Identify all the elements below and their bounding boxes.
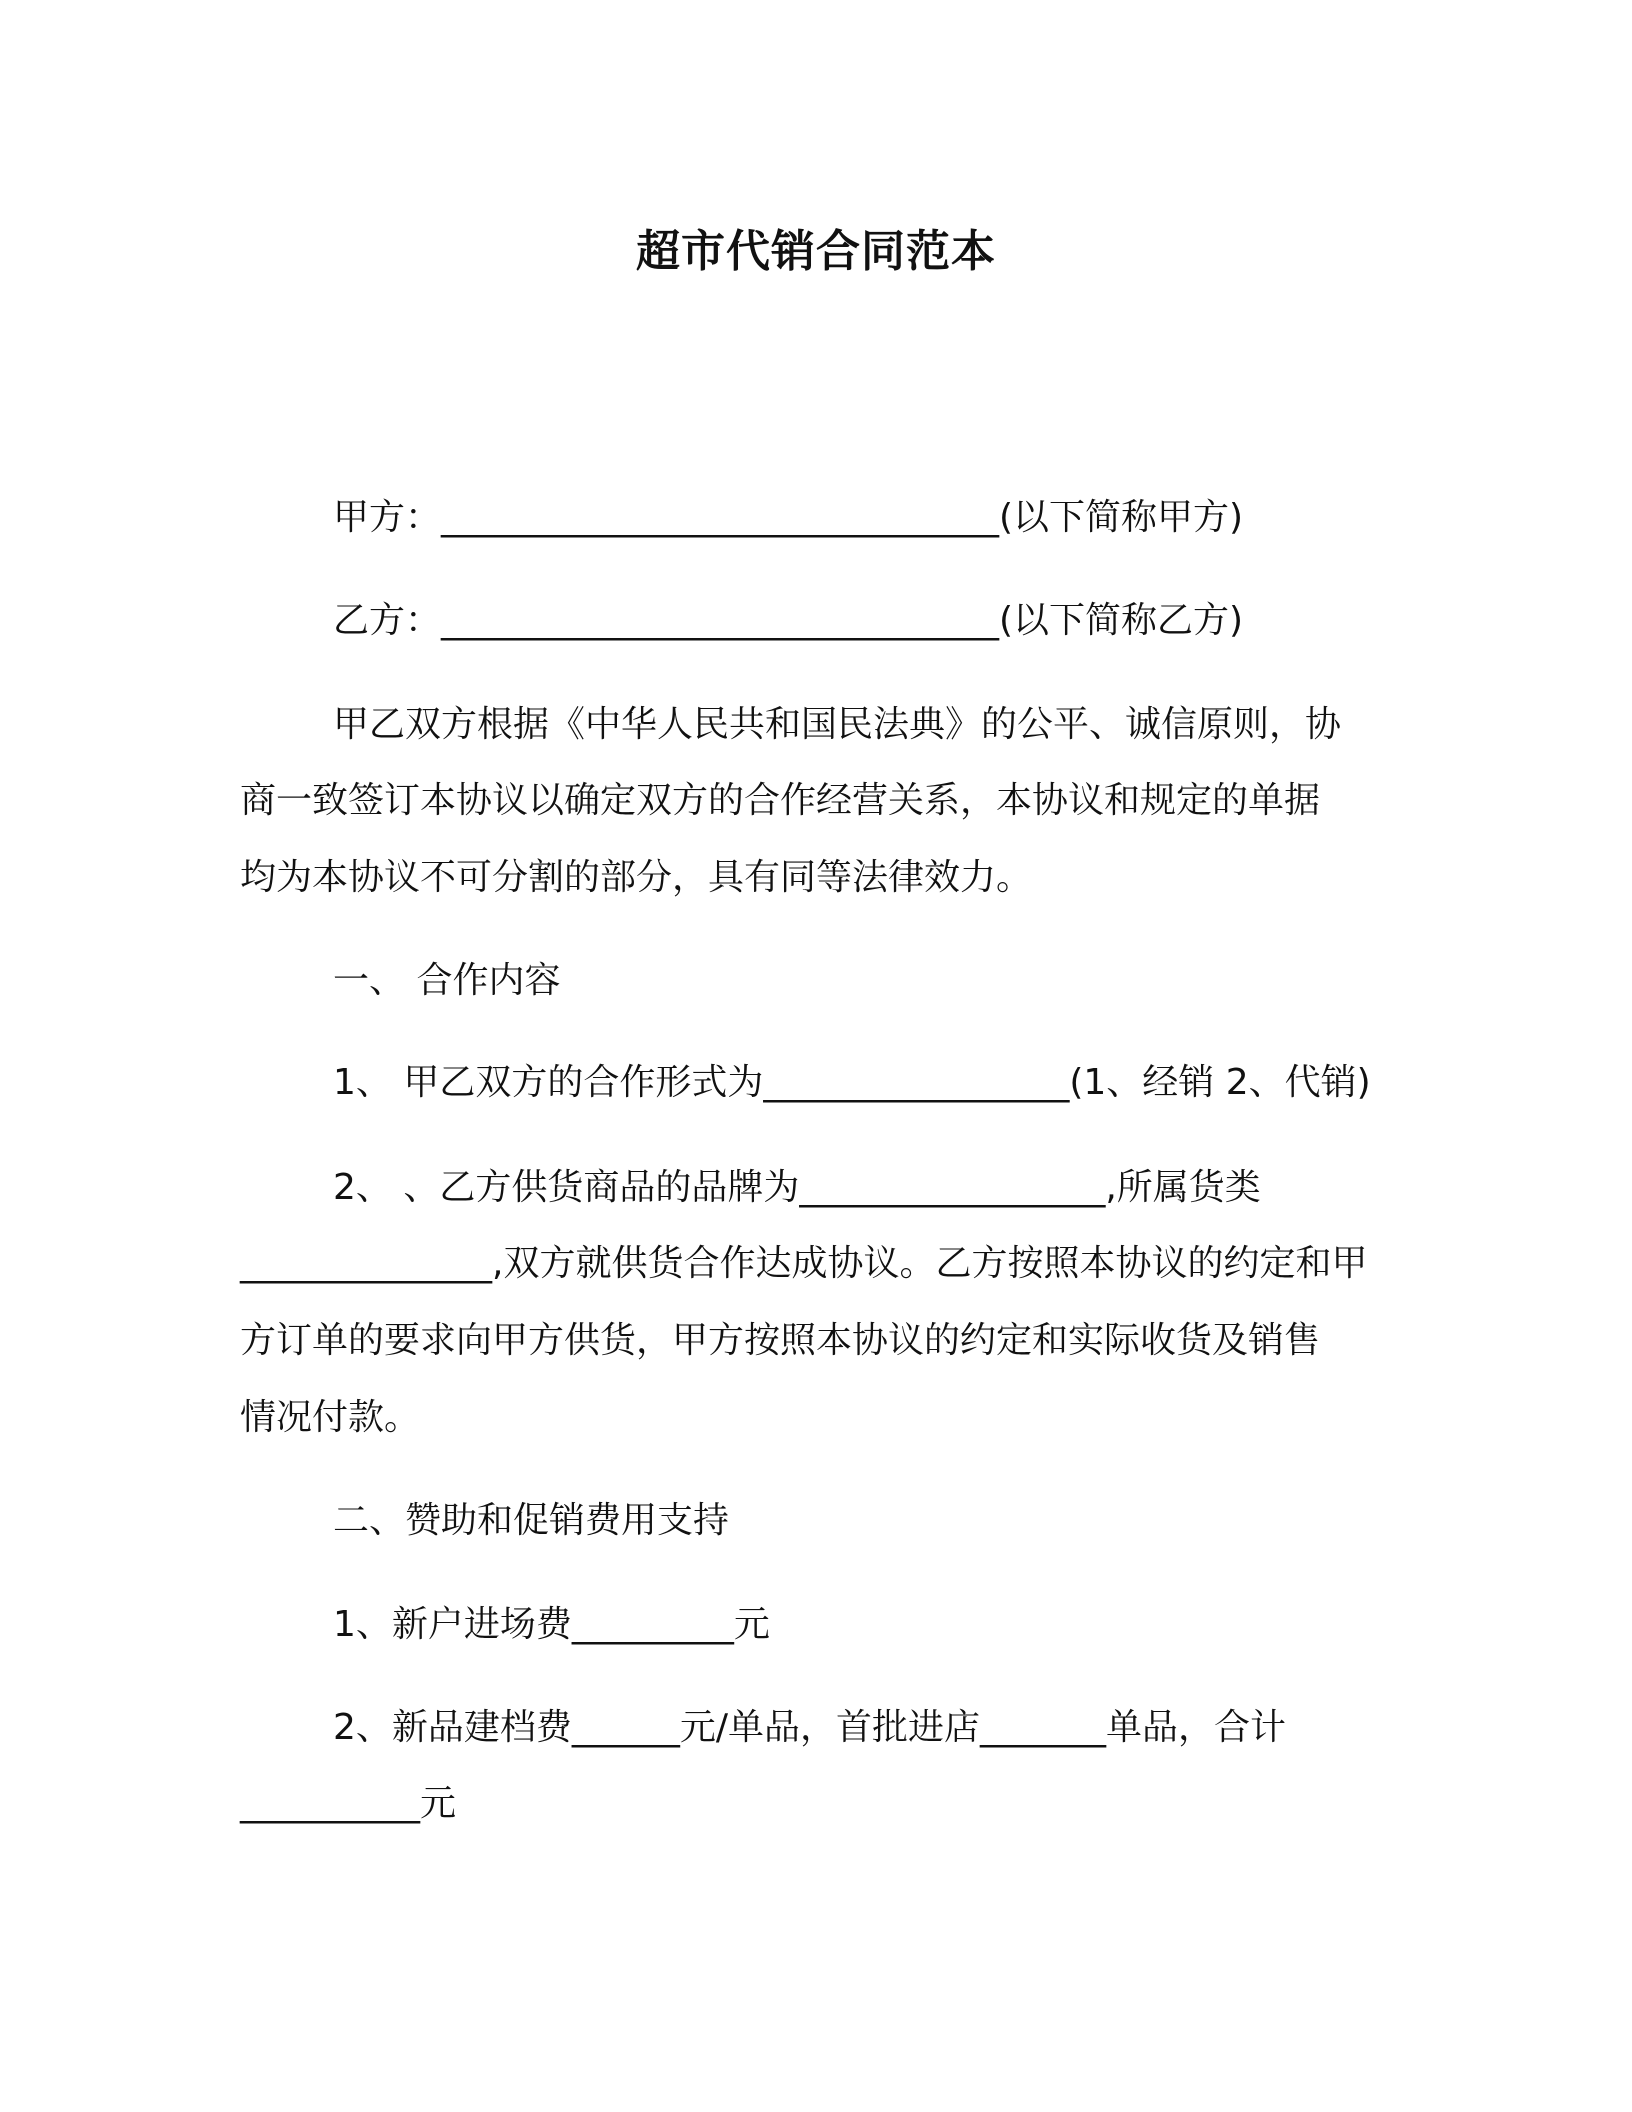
section-2-item-2-line-2: __________元	[240, 1783, 457, 1824]
section-2-item-1: 1、新户进场费_________元	[333, 1604, 770, 1645]
section-1-item-2-line-2: ______________,双方就供货合作达成协议。乙方按照本协议的约定和甲	[240, 1243, 1368, 1284]
section-1-heading: 一、 合作内容	[333, 960, 561, 1001]
document-title: 超市代销合同范本	[636, 226, 996, 277]
section-1-item-1: 1、 甲乙双方的合作形式为_________________(1、经销 2、代销)	[333, 1062, 1371, 1103]
section-2-item-2-line-1: 2、新品建档费______元/单品，首批进店_______单品，合计	[333, 1707, 1287, 1748]
section-2-heading: 二、赞助和促销费用支持	[333, 1500, 730, 1541]
intro-line-3: 均为本协议不可分割的部分，具有同等法律效力。	[240, 857, 1033, 898]
intro-line-2: 商一致签订本协议以确定双方的合作经营关系，本协议和规定的单据	[240, 780, 1321, 821]
intro-line-1: 甲乙双方根据《中华人民共和国民法典》的公平、诚信原则，协	[333, 704, 1342, 745]
section-1-item-2-line-1: 2、 、乙方供货商品的品牌为_________________,所属货类	[333, 1167, 1261, 1208]
section-1-item-2-line-4: 情况付款。	[240, 1397, 421, 1438]
section-1-item-2-line-3: 方订单的要求向甲方供货，甲方按照本协议的约定和实际收货及销售	[240, 1320, 1321, 1361]
party-a-line: 甲方：_______________________________(以下简称甲方)	[333, 497, 1244, 538]
party-b-line: 乙方：_______________________________(以下简称乙方)	[333, 600, 1244, 641]
